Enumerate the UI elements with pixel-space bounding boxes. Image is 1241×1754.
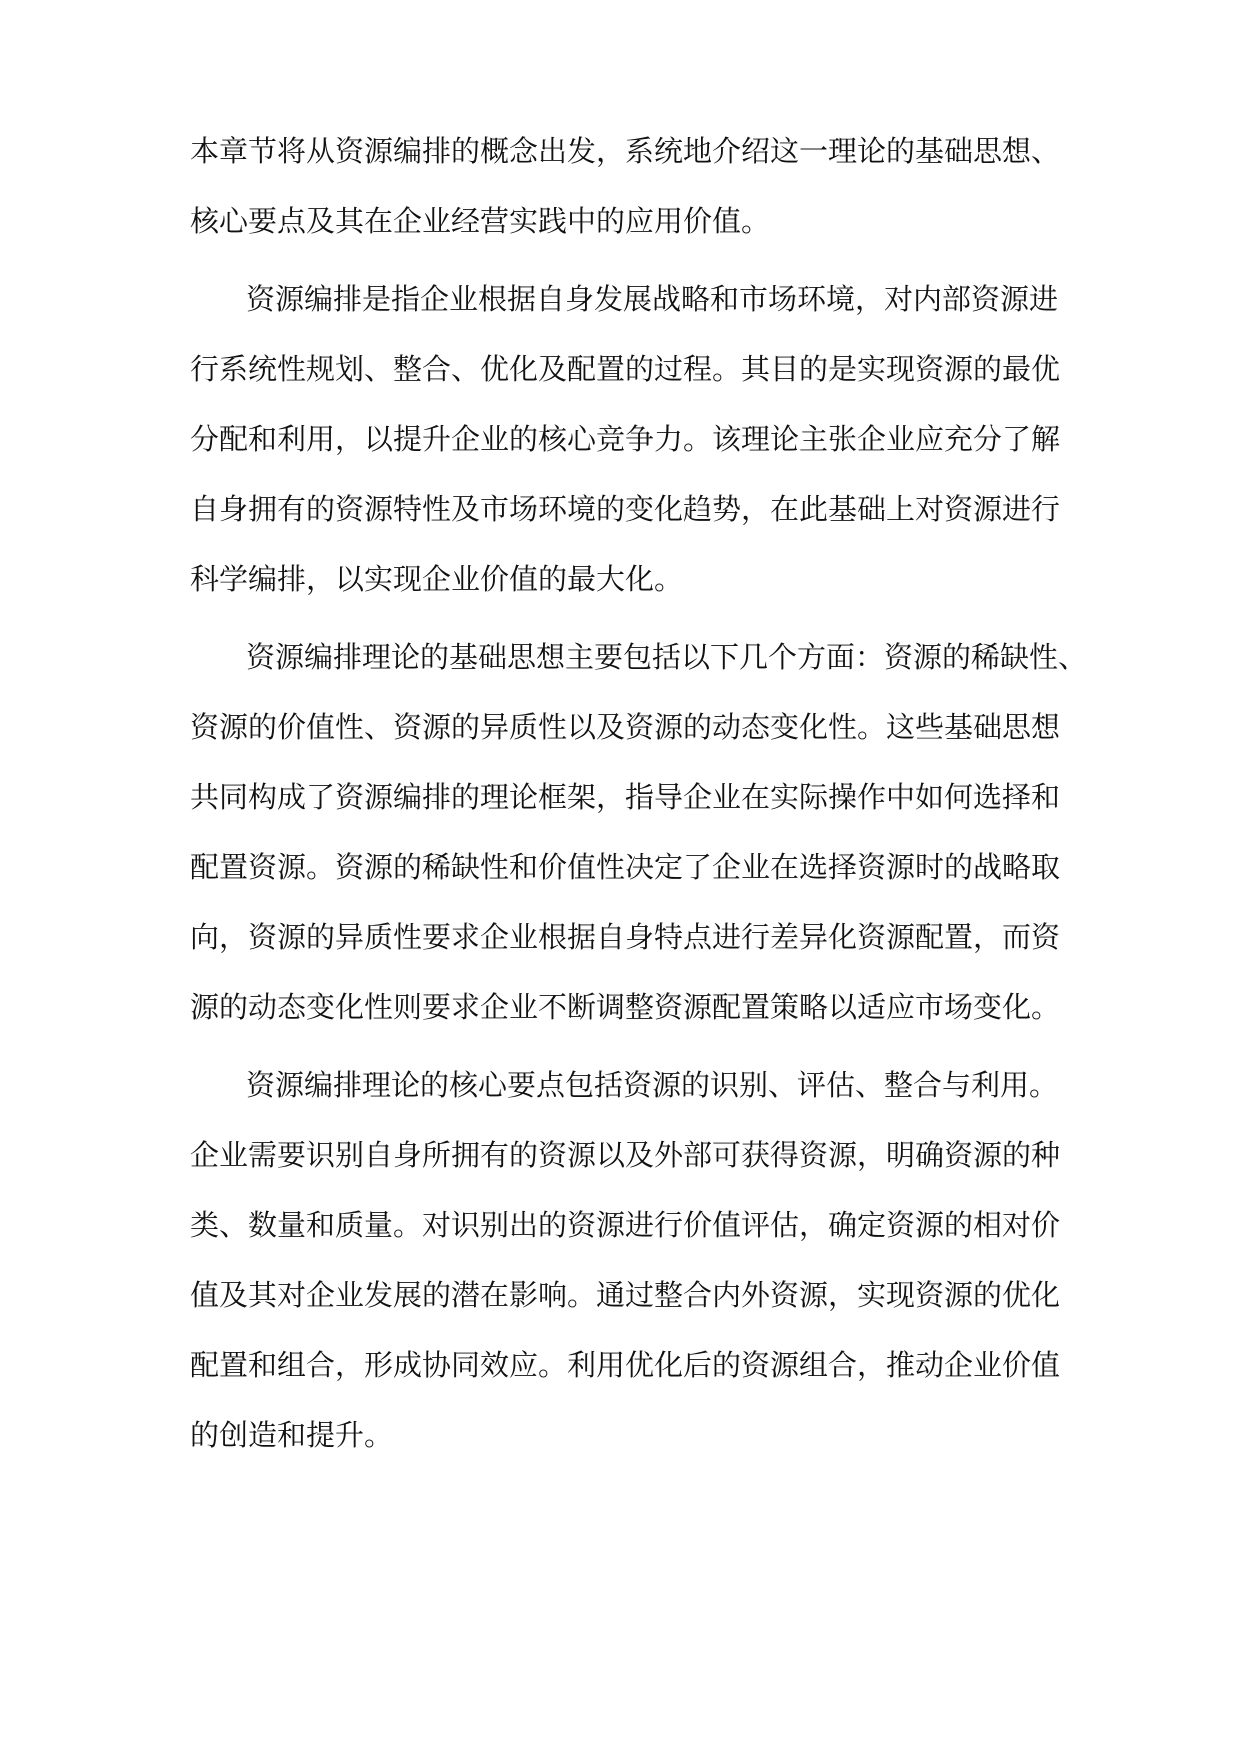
text-line: 向，资源的异质性要求企业根据自身特点进行差异化资源配置，而资 bbox=[190, 920, 1061, 954]
text-line: 的创造和提升。 bbox=[190, 1418, 394, 1452]
text-line: 行系统性规划、整合、优化及配置的过程。其目的是实现资源的最优 bbox=[190, 352, 1061, 386]
text-line: 源的动态变化性则要求企业不断调整资源配置策略以适应市场变化。 bbox=[190, 990, 1061, 1024]
text-line: 配置资源。资源的稀缺性和价值性决定了企业在选择资源时的战略取 bbox=[190, 850, 1061, 884]
text-line: 配置和组合，形成协同效应。利用优化后的资源组合，推动企业价值 bbox=[190, 1348, 1061, 1382]
text-line: 共同构成了资源编排的理论框架，指导企业在实际操作中如何选择和 bbox=[190, 780, 1061, 814]
text-line: 核心要点及其在企业经营实践中的应用价值。 bbox=[190, 204, 771, 238]
text-line: 资源编排理论的基础思想主要包括以下几个方面：资源的稀缺性、 bbox=[246, 640, 1088, 674]
text-line: 自身拥有的资源特性及市场环境的变化趋势，在此基础上对资源进行 bbox=[190, 492, 1061, 526]
text-line: 资源编排是指企业根据自身发展战略和市场环境，对内部资源进 bbox=[246, 282, 1059, 316]
text-line: 本章节将从资源编排的概念出发，系统地介绍这一理论的基础思想、 bbox=[190, 134, 1061, 168]
text-line: 资源编排理论的核心要点包括资源的识别、评估、整合与利用。 bbox=[246, 1068, 1059, 1102]
text-line: 分配和利用，以提升企业的核心竞争力。该理论主张企业应充分了解 bbox=[190, 422, 1061, 456]
text-line: 企业需要识别自身所拥有的资源以及外部可获得资源，明确资源的种 bbox=[190, 1138, 1061, 1172]
text-line: 值及其对企业发展的潜在影响。通过整合内外资源，实现资源的优化 bbox=[190, 1278, 1061, 1312]
text-line: 资源的价值性、资源的异质性以及资源的动态变化性。这些基础思想 bbox=[190, 710, 1061, 744]
text-line: 类、数量和质量。对识别出的资源进行价值评估，确定资源的相对价 bbox=[190, 1208, 1061, 1242]
text-line: 科学编排，以实现企业价值的最大化。 bbox=[190, 562, 684, 596]
